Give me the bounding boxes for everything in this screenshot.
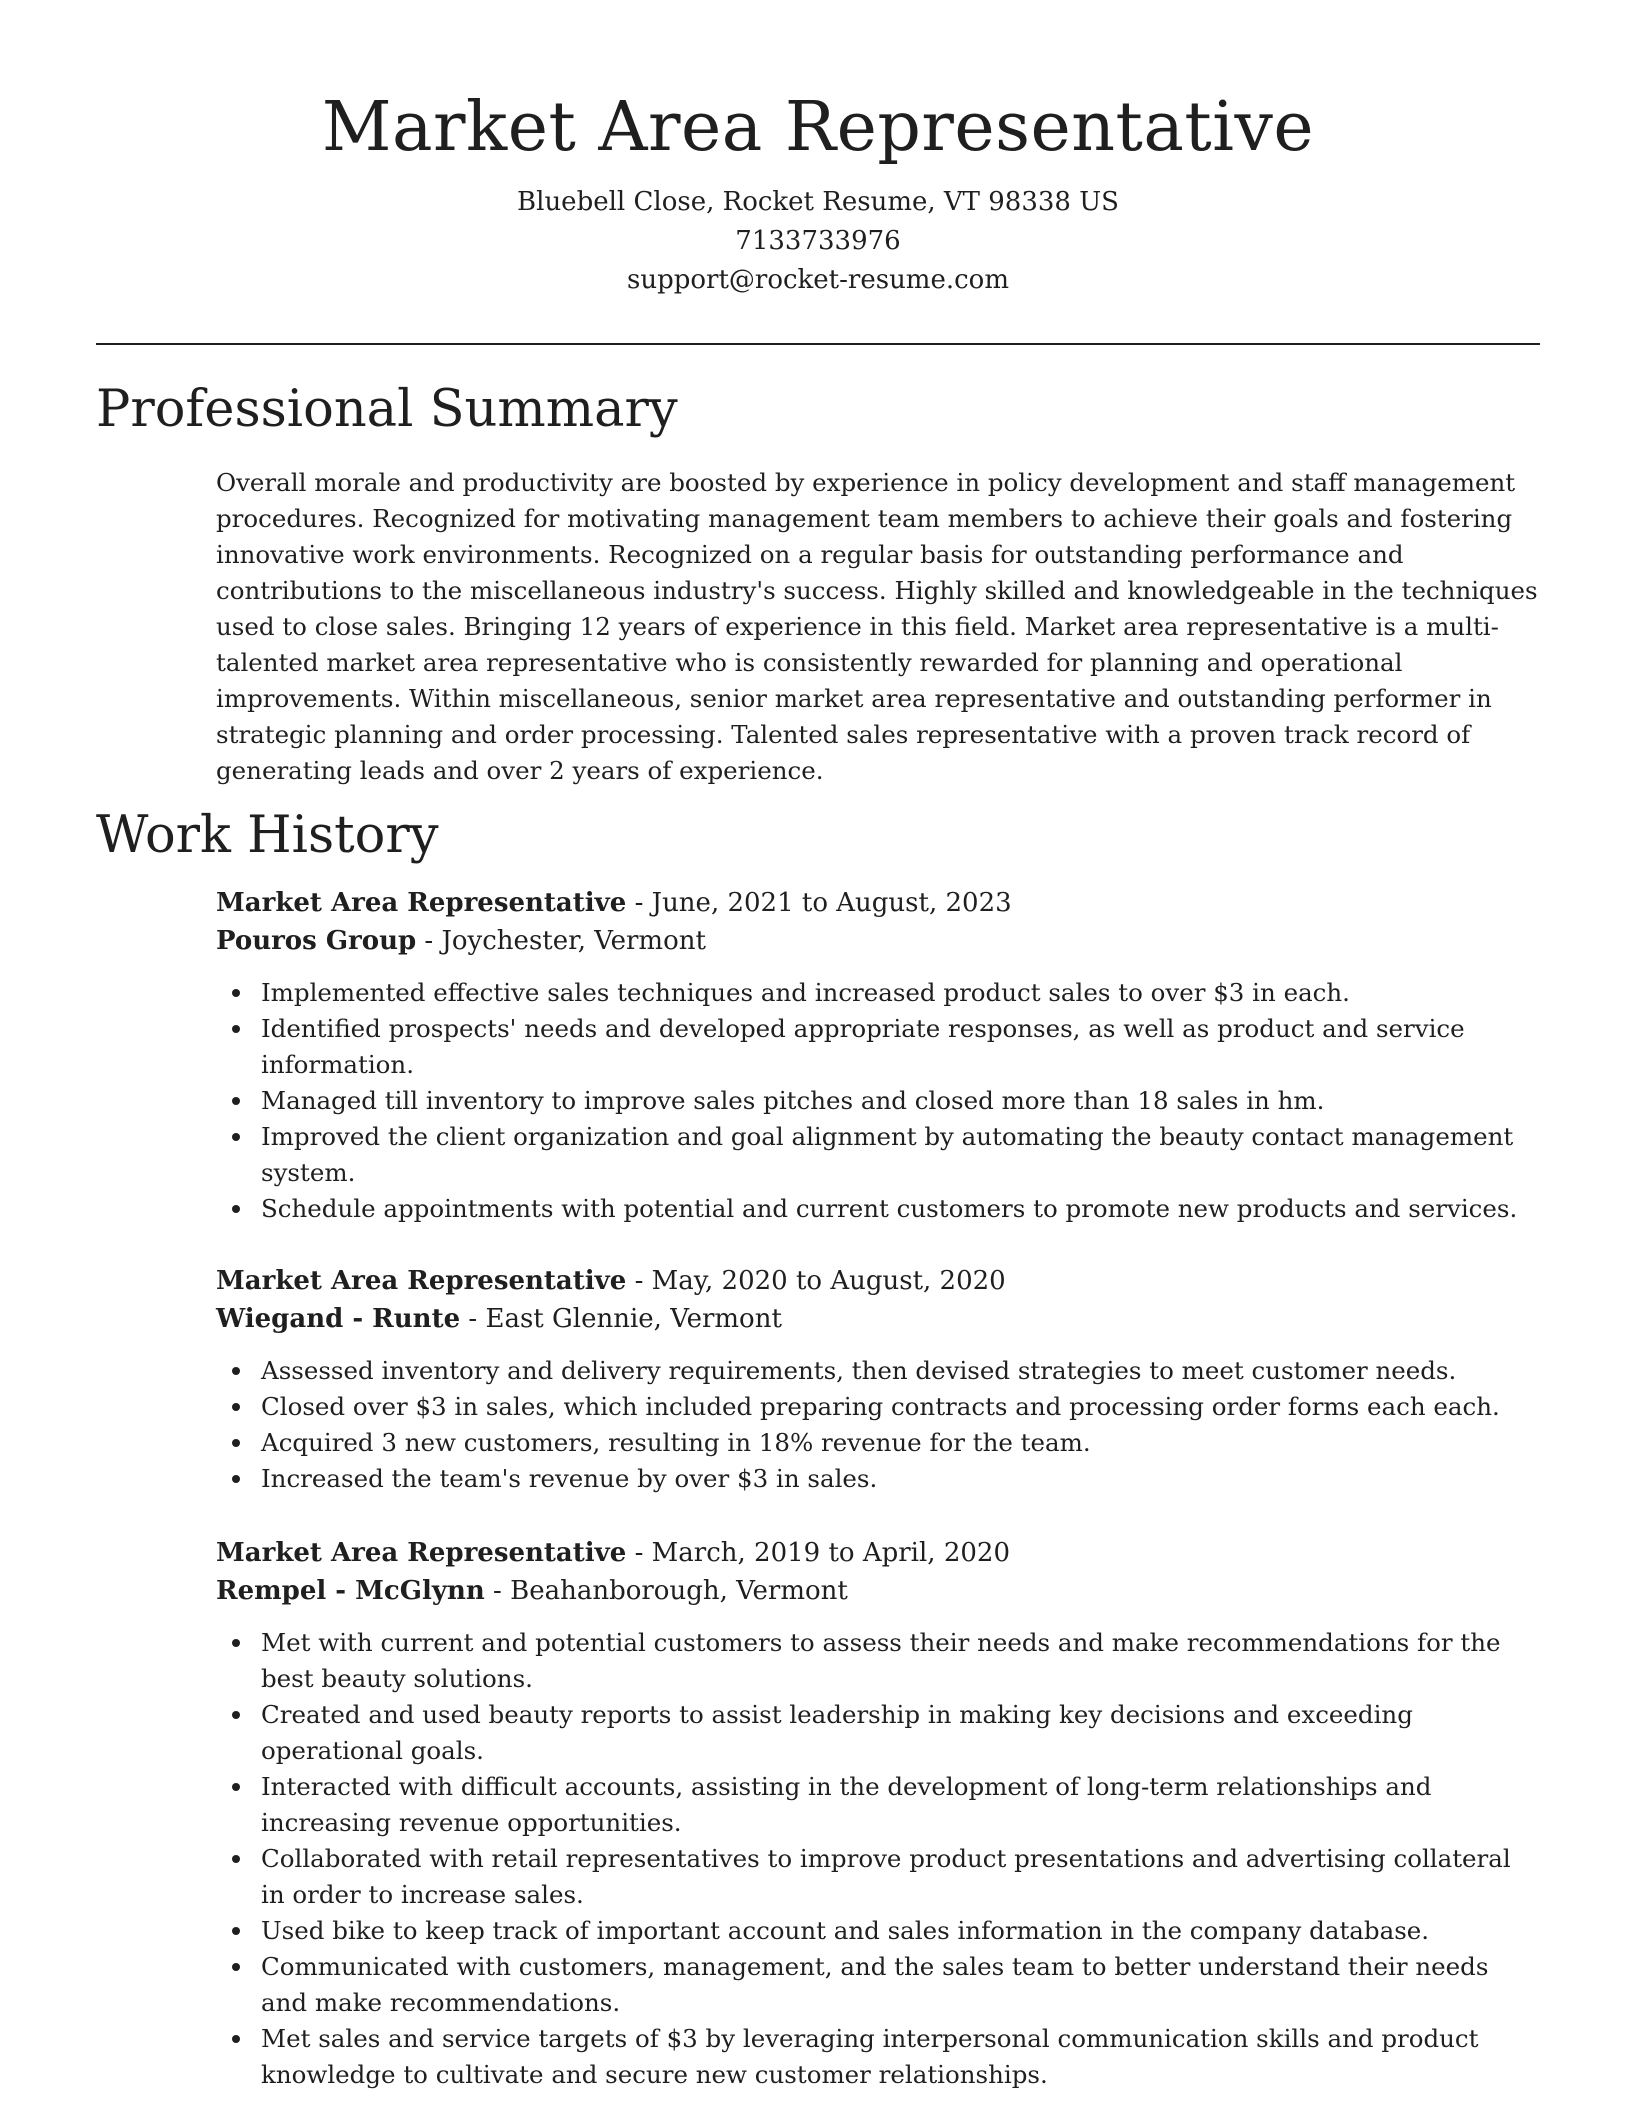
candidate-name: Market Area Representative [321, 88, 1315, 167]
work-history-heading: Work History [96, 806, 439, 865]
job-dates: March, 2019 to April, 2020 [651, 1538, 1011, 1568]
contact-email: support@rocket-resume.com [626, 265, 1009, 295]
job-title: Market Area Representative [216, 1538, 627, 1568]
job-bullet: Acquired 3 new customers, resulting in 18% revenue for the team. [216, 1425, 1541, 1461]
job-location: East Glennie, Vermont [485, 1304, 782, 1334]
job-bullet: Schedule appointments with potential and current customers to promote new products and services. [216, 1191, 1541, 1227]
contact-block [96, 183, 1540, 300]
job-entry [216, 884, 1541, 1227]
job-bullet: Closed over $3 in sales, which included preparing contracts and processing order forms each each. [216, 1389, 1541, 1425]
job-bullet: Increased the team's revenue by over $3 in sales. [216, 1461, 1541, 1497]
job-bullet: Identified prospects' needs and developed appropriate responses, as well as product and service information. [216, 1011, 1541, 1083]
job-bullet: Created and used beauty reports to assist leadership in making key decisions and exceeding operational goals. [216, 1697, 1541, 1769]
job-bullet: Communicated with customers, management, and the sales team to better understand their needs and make recommendations. [216, 1949, 1541, 2021]
job-bullet: Met with current and potential customers to assess their needs and make recommendations for the best beauty solutions. [216, 1625, 1541, 1697]
job-bullet: Implemented effective sales techniques and increased product sales to over $3 in each. [216, 975, 1541, 1011]
job-dates: May, 2020 to August, 2020 [651, 1266, 1006, 1296]
separator: - [484, 1576, 511, 1606]
job-title: Market Area Representative [216, 1266, 627, 1296]
job-location: Joychester, Vermont [441, 926, 706, 956]
header-divider [96, 343, 1540, 345]
job-bullets [216, 1625, 1541, 2093]
job-company: Wiegand - Runte [216, 1304, 461, 1334]
job-title-line [216, 1534, 1541, 1572]
separator: - [416, 926, 442, 956]
job-bullet: Managed till inventory to improve sales pitches and closed more than 18 sales in hm. [216, 1083, 1541, 1119]
contact-phone: 7133733976 [735, 226, 901, 256]
job-location: Beahanborough, Vermont [510, 1576, 848, 1606]
job-title-line [216, 1262, 1541, 1300]
summary-heading: Professional Summary [96, 380, 678, 439]
summary-text: Overall morale and productivity are boosted by experience in policy development and staff management procedures. Recognized for motivating management team members to achieve their goals and fostering innovative work environments. Recognized on a regular basis for outstanding performance and contributions to the miscellaneous industry's success. Highly skilled and knowledgeable in the techniques used to close sales. Bringing 12 years of experience in this field. Market area representative is a multi-talented market area representative who is consistently rewarded for planning and operational improvements. Within miscellaneous, senior market area representative and outstanding performer in strategic planning and order processing. Talented sales representative with a proven track record of generating leads and over 2 years of experience. [216, 468, 1538, 785]
job-title: Market Area Representative [216, 888, 627, 918]
contact-address: Bluebell Close, Rocket Resume, VT 98338 US [517, 187, 1119, 217]
job-bullets [216, 975, 1541, 1227]
job-bullet: Improved the client organization and goal alignment by automating the beauty contact management system. [216, 1119, 1541, 1191]
job-company-line [216, 922, 1541, 960]
job-bullet: Interacted with difficult accounts, assisting in the development of long-term relationships and increasing revenue opportunities. [216, 1769, 1541, 1841]
job-company-line [216, 1572, 1541, 1610]
job-entry [216, 1534, 1541, 2093]
job-bullet: Used bike to keep track of important account and sales information in the company database. [216, 1913, 1541, 1949]
separator: - [626, 1266, 652, 1296]
job-bullet: Assessed inventory and delivery requirements, then devised strategies to meet customer needs. [216, 1353, 1541, 1389]
separator: - [460, 1304, 486, 1334]
job-bullets [216, 1353, 1541, 1497]
job-entry [216, 1262, 1541, 1497]
job-bullet: Met sales and service targets of $3 by leveraging interpersonal communication skills and product knowledge to cultivate and secure new customer relationships. [216, 2021, 1541, 2093]
resume-header [96, 82, 1540, 300]
job-title-line [216, 884, 1541, 922]
separator: - [626, 888, 652, 918]
job-company-line [216, 1300, 1541, 1338]
job-company: Pouros Group [216, 926, 417, 956]
separator: - [626, 1538, 652, 1568]
job-bullet: Collaborated with retail representatives to improve product presentations and advertising collateral in order to increase sales. [216, 1841, 1541, 1913]
job-dates: June, 2021 to August, 2023 [651, 888, 1012, 918]
job-company: Rempel - McGlynn [216, 1576, 485, 1606]
